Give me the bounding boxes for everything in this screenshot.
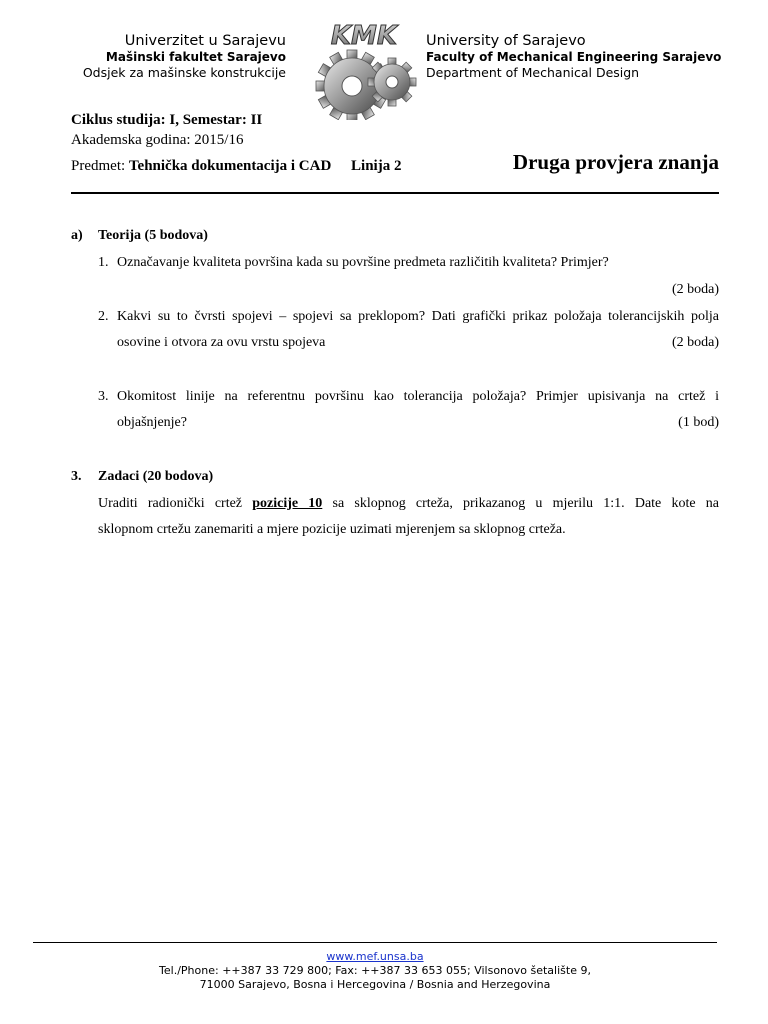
header-divider	[71, 192, 719, 194]
question-1-text: Označavanje kvaliteta površina kada su površine predmeta različitih kvaliteta? Primjer?	[117, 255, 609, 270]
academic-year: Akademska godina: 2015/16	[71, 132, 244, 148]
study-cycle: Ciklus studija: I, Semestar: II	[71, 112, 263, 128]
section-3-title: Zadaci (20 bodova)	[98, 469, 214, 484]
subject-prefix: Predmet:	[71, 158, 126, 174]
footer-website-row	[33, 949, 717, 964]
question-2-text-line1: Kakvi su to čvrsti spojevi – spojevi sa preklopom? Dati grafički prikaz položaja tolerancijskih polja	[117, 309, 719, 324]
course-line: Linija 2	[351, 158, 402, 174]
faculty-name-en: Faculty of Mechanical Engineering Sarajevo	[426, 50, 722, 64]
question-2-text-line2: osovine i otvora za ovu vrstu spojeva	[117, 335, 326, 350]
section-a-title: Teorija (5 bodova)	[98, 228, 208, 243]
task-text-before: Uraditi radionički crtež	[98, 496, 243, 511]
question-2-number: 2.	[98, 309, 109, 324]
subject-line	[71, 157, 401, 176]
kmk-gear-logo	[308, 18, 420, 120]
question-1-points: (2 boda)	[671, 282, 719, 297]
section-3-marker: 3.	[71, 469, 82, 484]
section-a-marker: a)	[71, 228, 83, 243]
question-3-points: (1 bod)	[678, 415, 719, 430]
department-name-en: Department of Mechanical Design	[426, 65, 640, 80]
footer-divider	[33, 942, 717, 943]
university-name-en: University of Sarajevo	[426, 33, 586, 49]
footer-address: 71000 Sarajevo, Bosna i Hercegovina / Bosnia and Herzegovina	[199, 978, 551, 991]
university-name-local	[60, 33, 286, 81]
question-2-points: (2 boda)	[671, 335, 719, 350]
question-3-number: 3.	[98, 389, 109, 404]
question-3-text-line2: objašnjenje?	[117, 415, 187, 430]
footer-contact: Tel./Phone: ++387 33 729 800; Fax: ++387 33 653 055; Vilsonovo šetalište 9,	[159, 964, 591, 977]
department-name: Odsjek za mašinske konstrukcije	[82, 65, 286, 80]
university-name: Univerzitet u Sarajevu	[124, 33, 286, 49]
logo-text: KMK	[330, 21, 398, 51]
task-highlight: pozicije 10	[252, 496, 323, 511]
section-3-text-line1	[98, 491, 719, 517]
faculty-name: Mašinski fakultet Sarajevo	[105, 50, 286, 64]
subject-name: Tehnička dokumentacija i CAD	[128, 158, 332, 174]
section-3-text-line2: sklopnom crtežu zanemariti a mjere pozicije uzimati mjerenjem sa sklopnog crteža.	[98, 522, 566, 537]
website-link[interactable]: www.mef.unsa.ba	[326, 950, 424, 963]
exam-title: Druga provjera znanja	[512, 150, 719, 174]
question-3-text-line1: Okomitost linije na referentnu površinu kao tolerancija položaja? Primjer upisivanja na crtež i	[117, 389, 719, 404]
university-name-english	[426, 33, 756, 81]
task-text-after: sa sklopnog crteža, prikazanog u mjerilu 1:1. Date kote na	[332, 496, 719, 511]
question-1-number: 1.	[98, 255, 109, 270]
